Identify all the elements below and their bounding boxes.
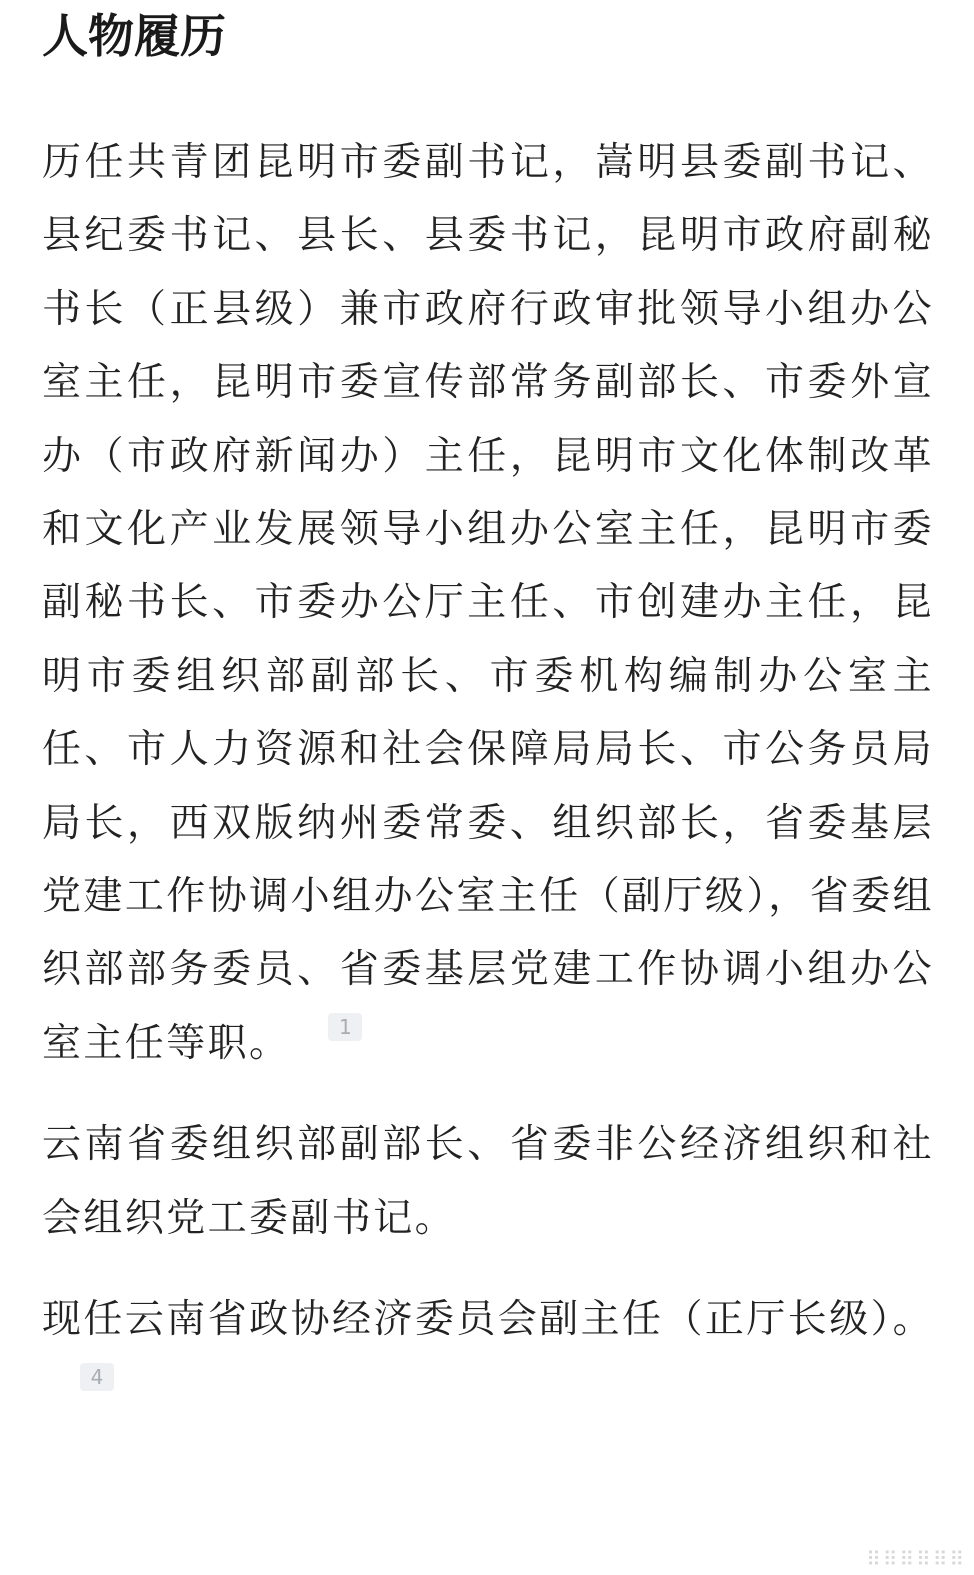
paragraph-text: 历任共青团昆明市委副书记，嵩明县委副书记、县纪委书记、县长、县委书记，昆明市政府副秘书长（正县级）兼市政府行政审批领导小组办公室主任，昆明市委宣传部常务副部长、市委外宣办（市政府新闻办）主任，昆明市文化体制改革和文化产业发展领导小组办公室主任，昆明市委副秘书长、市委办公厅主任、市创建办主任，昆明市委组织部副部长、市委机构编制办公室主任、市人力资源和社会保障局局长、市公务员局局长，西双版纳州委常委、组织部长，省委基层党建工作协调小组办公室主任（副厅级），省委组织部部务委员、省委基层党建工作协调小组办公室主任等职。 [42, 140, 934, 1066]
watermark: ⠿⠿⠿⠿⠿⠿ [866, 1547, 966, 1571]
section-title: 人物履历 [42, 9, 226, 63]
reference-badge[interactable]: 1 [328, 1013, 362, 1041]
paragraph-text: 现任云南省政协经济委员会副主任（正厅长级）。 [42, 1297, 934, 1343]
article [42, 0, 934, 1430]
reference-badge[interactable]: 4 [80, 1363, 114, 1391]
provincial-paragraph [42, 1108, 934, 1255]
paragraph-text: 云南省委组织部副部长、省委非公经济组织和社会组织党工委副书记。 [42, 1122, 934, 1241]
career-paragraph [42, 126, 934, 1080]
current-post-paragraph [42, 1283, 934, 1430]
